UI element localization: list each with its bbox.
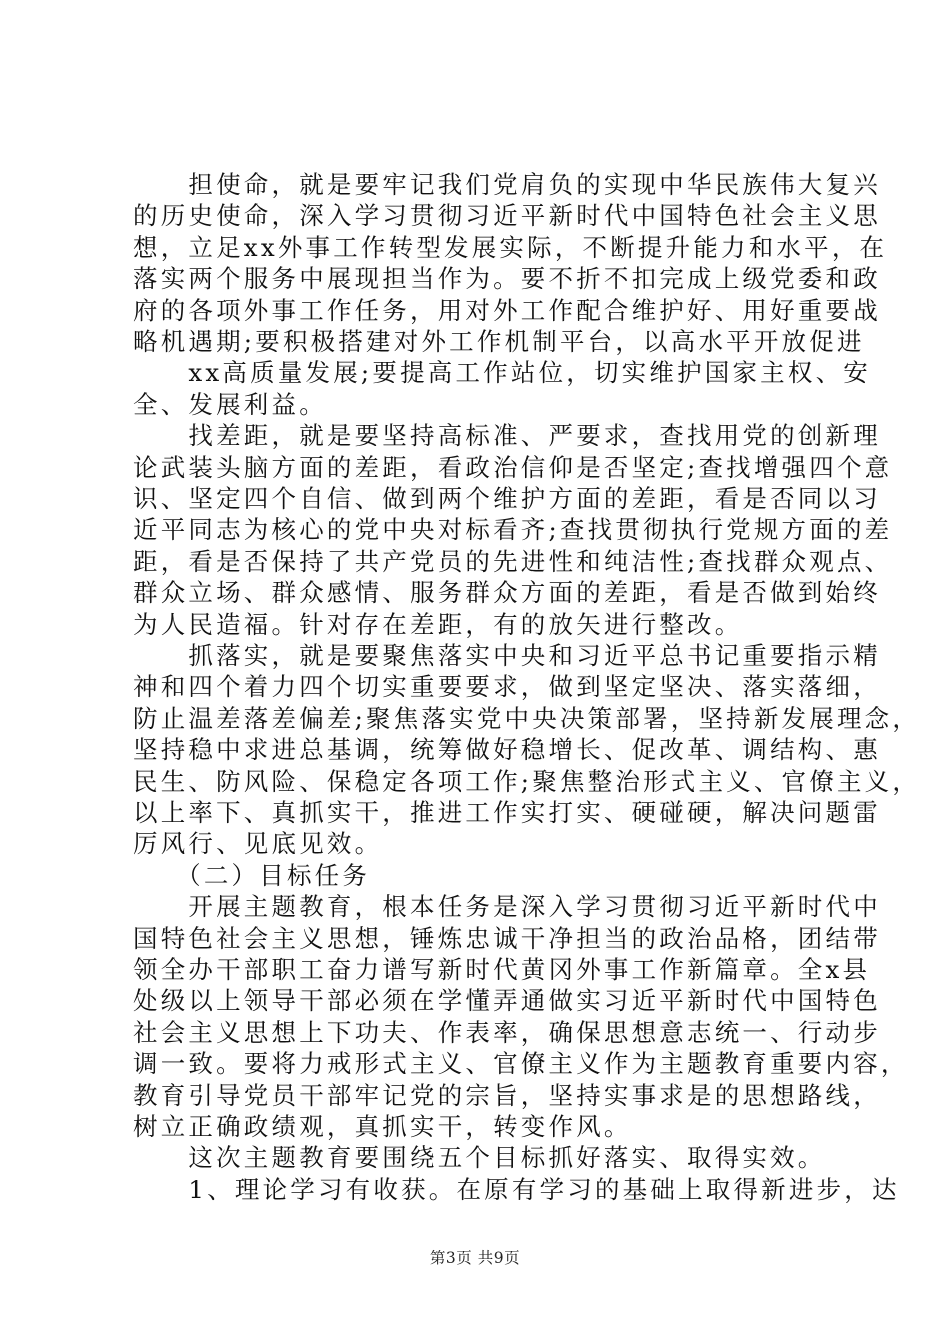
text-line: 的历史使命，深入学习贯彻习近平新时代中国特色社会主义思: [133, 201, 881, 231]
text-line: 识、坚定四个自信、做到两个维护方面的差距，看是否同以习: [133, 484, 881, 513]
text-line: 坚持稳中求进总基调，统筹做好稳增长、促改革、调结构、惠: [133, 735, 881, 765]
text-line: 调一致。要将力戒形式主义、官僚主义作为主题教育重要内容，: [133, 1049, 909, 1079]
text-line: 想，立足xx外事工作转型发展实际，不断提升能力和水平，在: [133, 232, 888, 262]
text-line: 教育引导党员干部牢记党的宗旨，坚持实事求是的思想路线，: [133, 1080, 881, 1110]
text-line: 树立正确政绩观，真抓实干，转变作风。: [133, 1112, 632, 1141]
text-line: 近平同志为核心的党中央对标看齐;查找贯彻执行党规方面的差: [133, 515, 893, 545]
text-line: 担使命，就是要牢记我们党肩负的实现中华民族伟大复兴: [133, 170, 881, 199]
text-line: 民生、防风险、保稳定各项工作;聚焦整治形式主义、官僚主义，: [133, 766, 921, 796]
text-line: 落实两个服务中展现担当作为。要不折不扣完成上级党委和政: [133, 264, 881, 294]
text-line: 论武装头脑方面的差距，看政治信仰是否坚定;查找增强四个意: [133, 452, 893, 482]
text-line: 找差距，就是要坚持高标准、严要求，查找用党的创新理: [133, 421, 881, 451]
text-line: 距，看是否保持了共产党员的先进性和纯洁性;查找群众观点、: [133, 546, 893, 576]
text-line: 国特色社会主义思想，锤炼忠诚干净担当的政治品格，团结带: [133, 923, 881, 953]
text-line: 以上率下、真抓实干，推进工作实打实、硬碰硬，解决问题雷: [133, 798, 881, 827]
page-footer: 第3页 共9页: [429, 1249, 521, 1267]
text-line: 群众立场、群众感情、服务群众方面的差距，看是否做到始终: [133, 578, 881, 608]
text-line: 处级以上领导干部必须在学懂弄通做实习近平新时代中国特色: [133, 986, 881, 1016]
text-line: 领全办干部职工奋力谱写新时代黄冈外事工作新篇章。全x县: [133, 955, 871, 984]
text-line: 为人民造福。针对存在差距，有的放矢进行整改。: [133, 609, 743, 639]
text-line: 开展主题教育，根本任务是深入学习贯彻习近平新时代中: [133, 892, 881, 922]
text-line: 神和四个着力四个切实重要要求，做到坚定坚决、落实落细，: [133, 672, 881, 702]
text-line: 全、发展利益。: [133, 389, 327, 419]
text-line: xx高质量发展;要提高工作站位，切实维护国家主权、安: [133, 358, 871, 388]
text-line: 抓落实，就是要聚焦落实中央和习近平总书记重要指示精: [133, 641, 881, 670]
text-line: 防止温差落差偏差;聚焦落实党中央决策部署，坚持新发展理念，: [133, 703, 921, 733]
text-line: 略机遇期;要积极搭建对外工作机制平台，以高水平开放促进: [133, 327, 865, 356]
text-line: 这次主题教育要围绕五个目标抓好落实、取得实效。: [133, 1143, 826, 1173]
text-line: 1、理论学习有收获。在原有学习的基础上取得新进步，达: [133, 1174, 900, 1204]
text-line: 厉风行、见底见效。: [133, 829, 383, 859]
text-line: 社会主义思想上下功夫、作表率，确保思想意志统一、行动步: [133, 1017, 881, 1047]
text-line: 府的各项外事工作任务，用对外工作配合维护好、用好重要战: [133, 295, 881, 325]
section-heading: （二）目标任务: [133, 860, 371, 890]
